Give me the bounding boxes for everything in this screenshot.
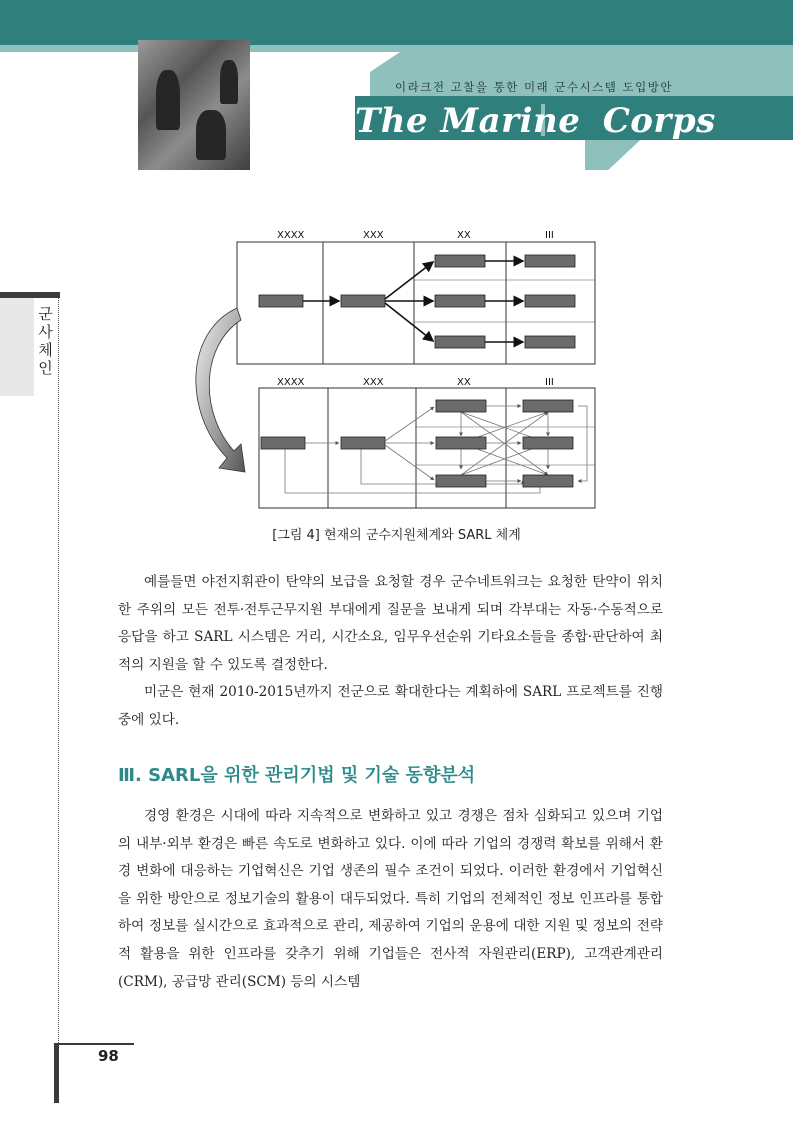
level-label-iii-top: III — [545, 230, 554, 241]
level-label-iii-bottom: III — [545, 377, 554, 388]
box-top-xxxx — [259, 295, 303, 307]
sarl-system-panel — [259, 388, 595, 508]
level-label-xxxx-top: XXXX — [277, 230, 305, 241]
box-bot-xx-2 — [436, 437, 486, 449]
current-support-system-panel — [237, 242, 595, 364]
level-label-xxx-bottom: XXX — [363, 377, 384, 388]
box-bot-iii-3 — [523, 475, 573, 487]
page-header — [0, 0, 793, 200]
box-bot-xx-1 — [436, 400, 486, 412]
box-top-xx-3 — [435, 336, 485, 348]
header-subtitle: 이라크전 고찰을 통한 미래 군수시스템 도입방안 — [395, 80, 673, 94]
side-dotted-rule — [58, 298, 59, 1043]
level-label-xxx-top: XXX — [363, 230, 384, 241]
box-top-iii-1 — [525, 255, 575, 267]
box-top-iii-3 — [525, 336, 575, 348]
level-label-xx-top: XX — [457, 230, 471, 241]
page-number-rule — [54, 1043, 134, 1045]
sarl-diagram — [185, 222, 615, 522]
box-bot-iii-1 — [523, 400, 573, 412]
box-top-xx-2 — [435, 295, 485, 307]
box-bot-xx-3 — [436, 475, 486, 487]
paragraph-2: 미군은 현재 2010-2015년까지 전군으로 확대한다는 계획하에 SARL 프로젝트를 진행 중에 있다. — [118, 684, 663, 728]
box-top-xx-1 — [435, 255, 485, 267]
box-bot-xxx — [341, 437, 385, 449]
page-number: 98 — [98, 1047, 119, 1065]
box-top-xxx — [341, 295, 385, 307]
header-title-part1: The Marine — [355, 101, 581, 141]
header-title — [355, 101, 716, 141]
side-tab-label: 군사체인 — [36, 306, 54, 378]
side-tab-shade — [0, 298, 34, 396]
paragraph-3: 경영 환경은 시대에 따라 지속적으로 변화하고 있고 경쟁은 점차 심화되고 있으며 기업의 내부·외부 환경은 빠른 속도로 변화하고 있다. 이에 따라 기업의 경쟁력 확보를 위해서 환경 변화에 대응하는 기업혁신은 기업 생존의 필수 조건이 되었다. 이러한 환경에서 기업혁신을 위한 방안으로 정보기술의 활용이 대두되었다. 특히 기업의 전체적인 정보 인프라를 통합하여 정보를 실시간으로 효과적으로 관리, 제공하여 기업의 운용에 대한 지원 및 정보의 전략적 활용을 위한 인프라를 갖추기 위해 기업들은 전사적 자원관리(ERP), 고객관계관리(CRM), 공급망 관리(SCM) 등의 시스템 — [118, 808, 663, 990]
section-heading: Ⅲ. SARL을 위한 관리기법 및 기술 동향분석 — [118, 765, 476, 786]
box-bot-iii-2 — [523, 437, 573, 449]
level-label-xx-bottom: XX — [457, 377, 471, 388]
paragraph-1: 예를들면 야전지휘관이 탄약의 보급을 요청할 경우 군수네트워크는 요청한 탄약이 위치한 주위의 모든 전투·전투근무지원 부대에게 질문을 보내게 되며 각부대는 자동·수동적으로 응답을 하고 SARL 시스템은 거리, 시간소요, 임무우선순위 기타요소들을 종합·판단하여 최적의 지원을 할 수 있도록 결정한다. — [118, 574, 663, 673]
level-label-xxxx-bottom: XXXX — [277, 377, 305, 388]
header-banner — [0, 0, 793, 200]
box-top-iii-2 — [525, 295, 575, 307]
page-number-bar — [54, 1043, 59, 1103]
marines-photo — [138, 40, 250, 170]
figure-caption: [그림 4] 현재의 군수지원체계와 SARL 체계 — [272, 528, 521, 543]
box-bot-xxxx — [261, 437, 305, 449]
figure-4 — [185, 222, 615, 522]
header-title-part2: Corps — [602, 101, 716, 141]
